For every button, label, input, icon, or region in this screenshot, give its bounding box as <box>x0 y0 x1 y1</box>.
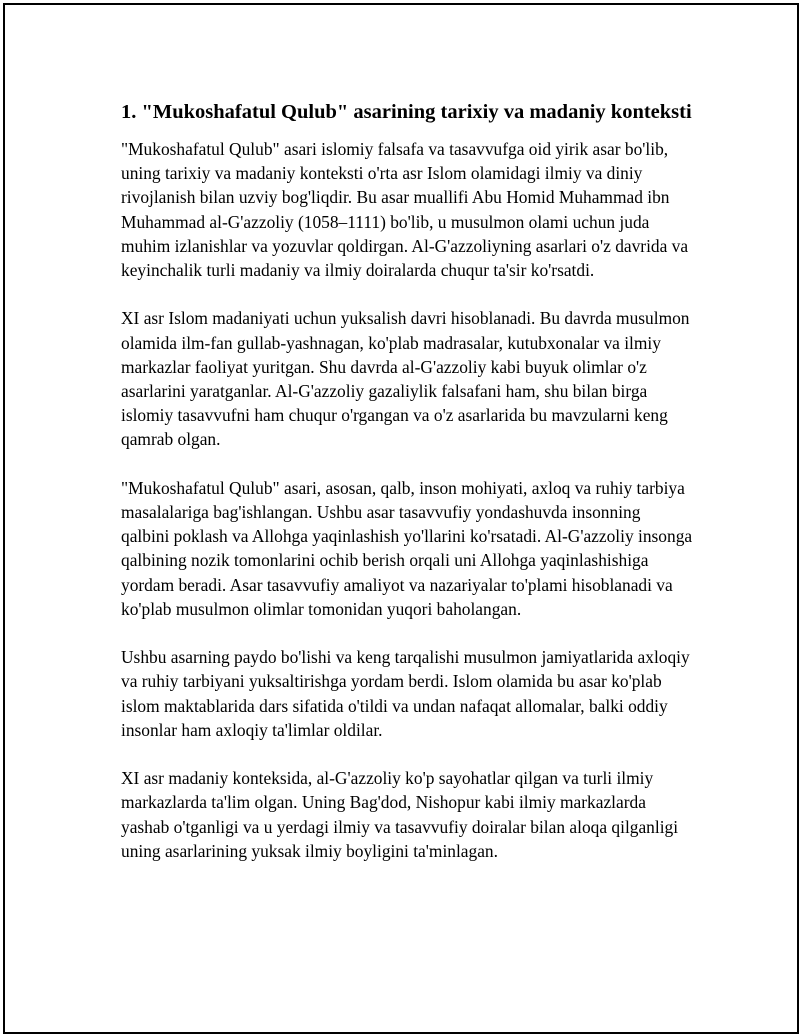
paragraph-5: XI asr madaniy konteksida, al-G'azzoliy ko'p sayohatlar qilgan va turli ilmiy markazlarda ta'lim olgan. Uning Bag'dod, Nishopur kabi ilmiy markazlarda yashab o'tganligi va u yerdagi ilmiy va tasavvufiy doiralar bilan aloqa qilganligi uning asarlarining yuksak ilmiy boyligini ta'minlagan. <box>121 768 679 861</box>
paragraph-1: "Mukoshafatul Qulub" asari islomiy falsafa va tasavvufga oid yirik asar bo'lib, uning tarixiy va madaniy konteksti o'rta asr Islom olamidagi ilmiy va diniy rivojlanish bilan uzviy bog'liqdir. Bu asar muallifi Abu Homid Muhammad ibn Muhammad al-G'azzoliy (1058–1111) bo'lib, u musulmon olami uchun juda muhim izlanishlar va yozuvlar qoldirgan. Al-G'azzoliyning asarlari o'z davrida va keyinchalik turli madaniy va ilmiy doiralarda chuqur ta'sir ko'rsatdi. <box>121 139 689 281</box>
document-body <box>121 98 693 863</box>
section-heading: 1. "Mukoshafatul Qulub" asarining tarixiy va madaniy konteksti <box>121 101 692 123</box>
paragraph-4: Ushbu asarning paydo bo'lishi va keng tarqalishi musulmon jamiyatlarida axloqiy va ruhiy tarbiyani yuksaltirishga yordam berdi. Islom olamida bu asar ko'plab islom maktablarida dars sifatida o'tildi va undan nafaqat allomalar, balki oddiy insonlar ham axloqiy ta'limlar oldilar. <box>121 647 690 740</box>
paragraph-2: XI asr Islom madaniyati uchun yuksalish davri hisoblanadi. Bu davrda musulmon olamida ilm-fan gullab-yashnagan, ko'plab madrasalar, kutubxonalar va ilmiy markazlar faoliyat yuritgan. Shu davrda al-G'azzoliy kabi buyuk olimlar o'z asarlarini yaratganlar. Al-G'azzoliy gazaliylik falsafani ham, shu bilan birga islomiy tasavvufni ham chuqur o'rgangan va o'z asarlarida bu mavzularni keng qamrab olgan. <box>121 308 690 450</box>
page-frame <box>3 3 799 1034</box>
paragraph-3: "Mukoshafatul Qulub" asari, asosan, qalb, inson mohiyati, axloq va ruhiy tarbiya masalalariga bag'ishlangan. Ushbu asar tasavvufiy yondashuvda insonning qalbini poklash va Allohga yaqinlashish yo'llarini ko'rsatadi. Al-G'azzoliy insonga qalbining nozik tomonlarini ochib berish orqali uni Allohga yaqinlashishiga yordam beradi. Asar tasavvufiy amaliyot va nazariyalar to'plami hisoblanadi va ko'plab musulmon olimlar tomonidan yuqori baholangan. <box>121 477 693 619</box>
